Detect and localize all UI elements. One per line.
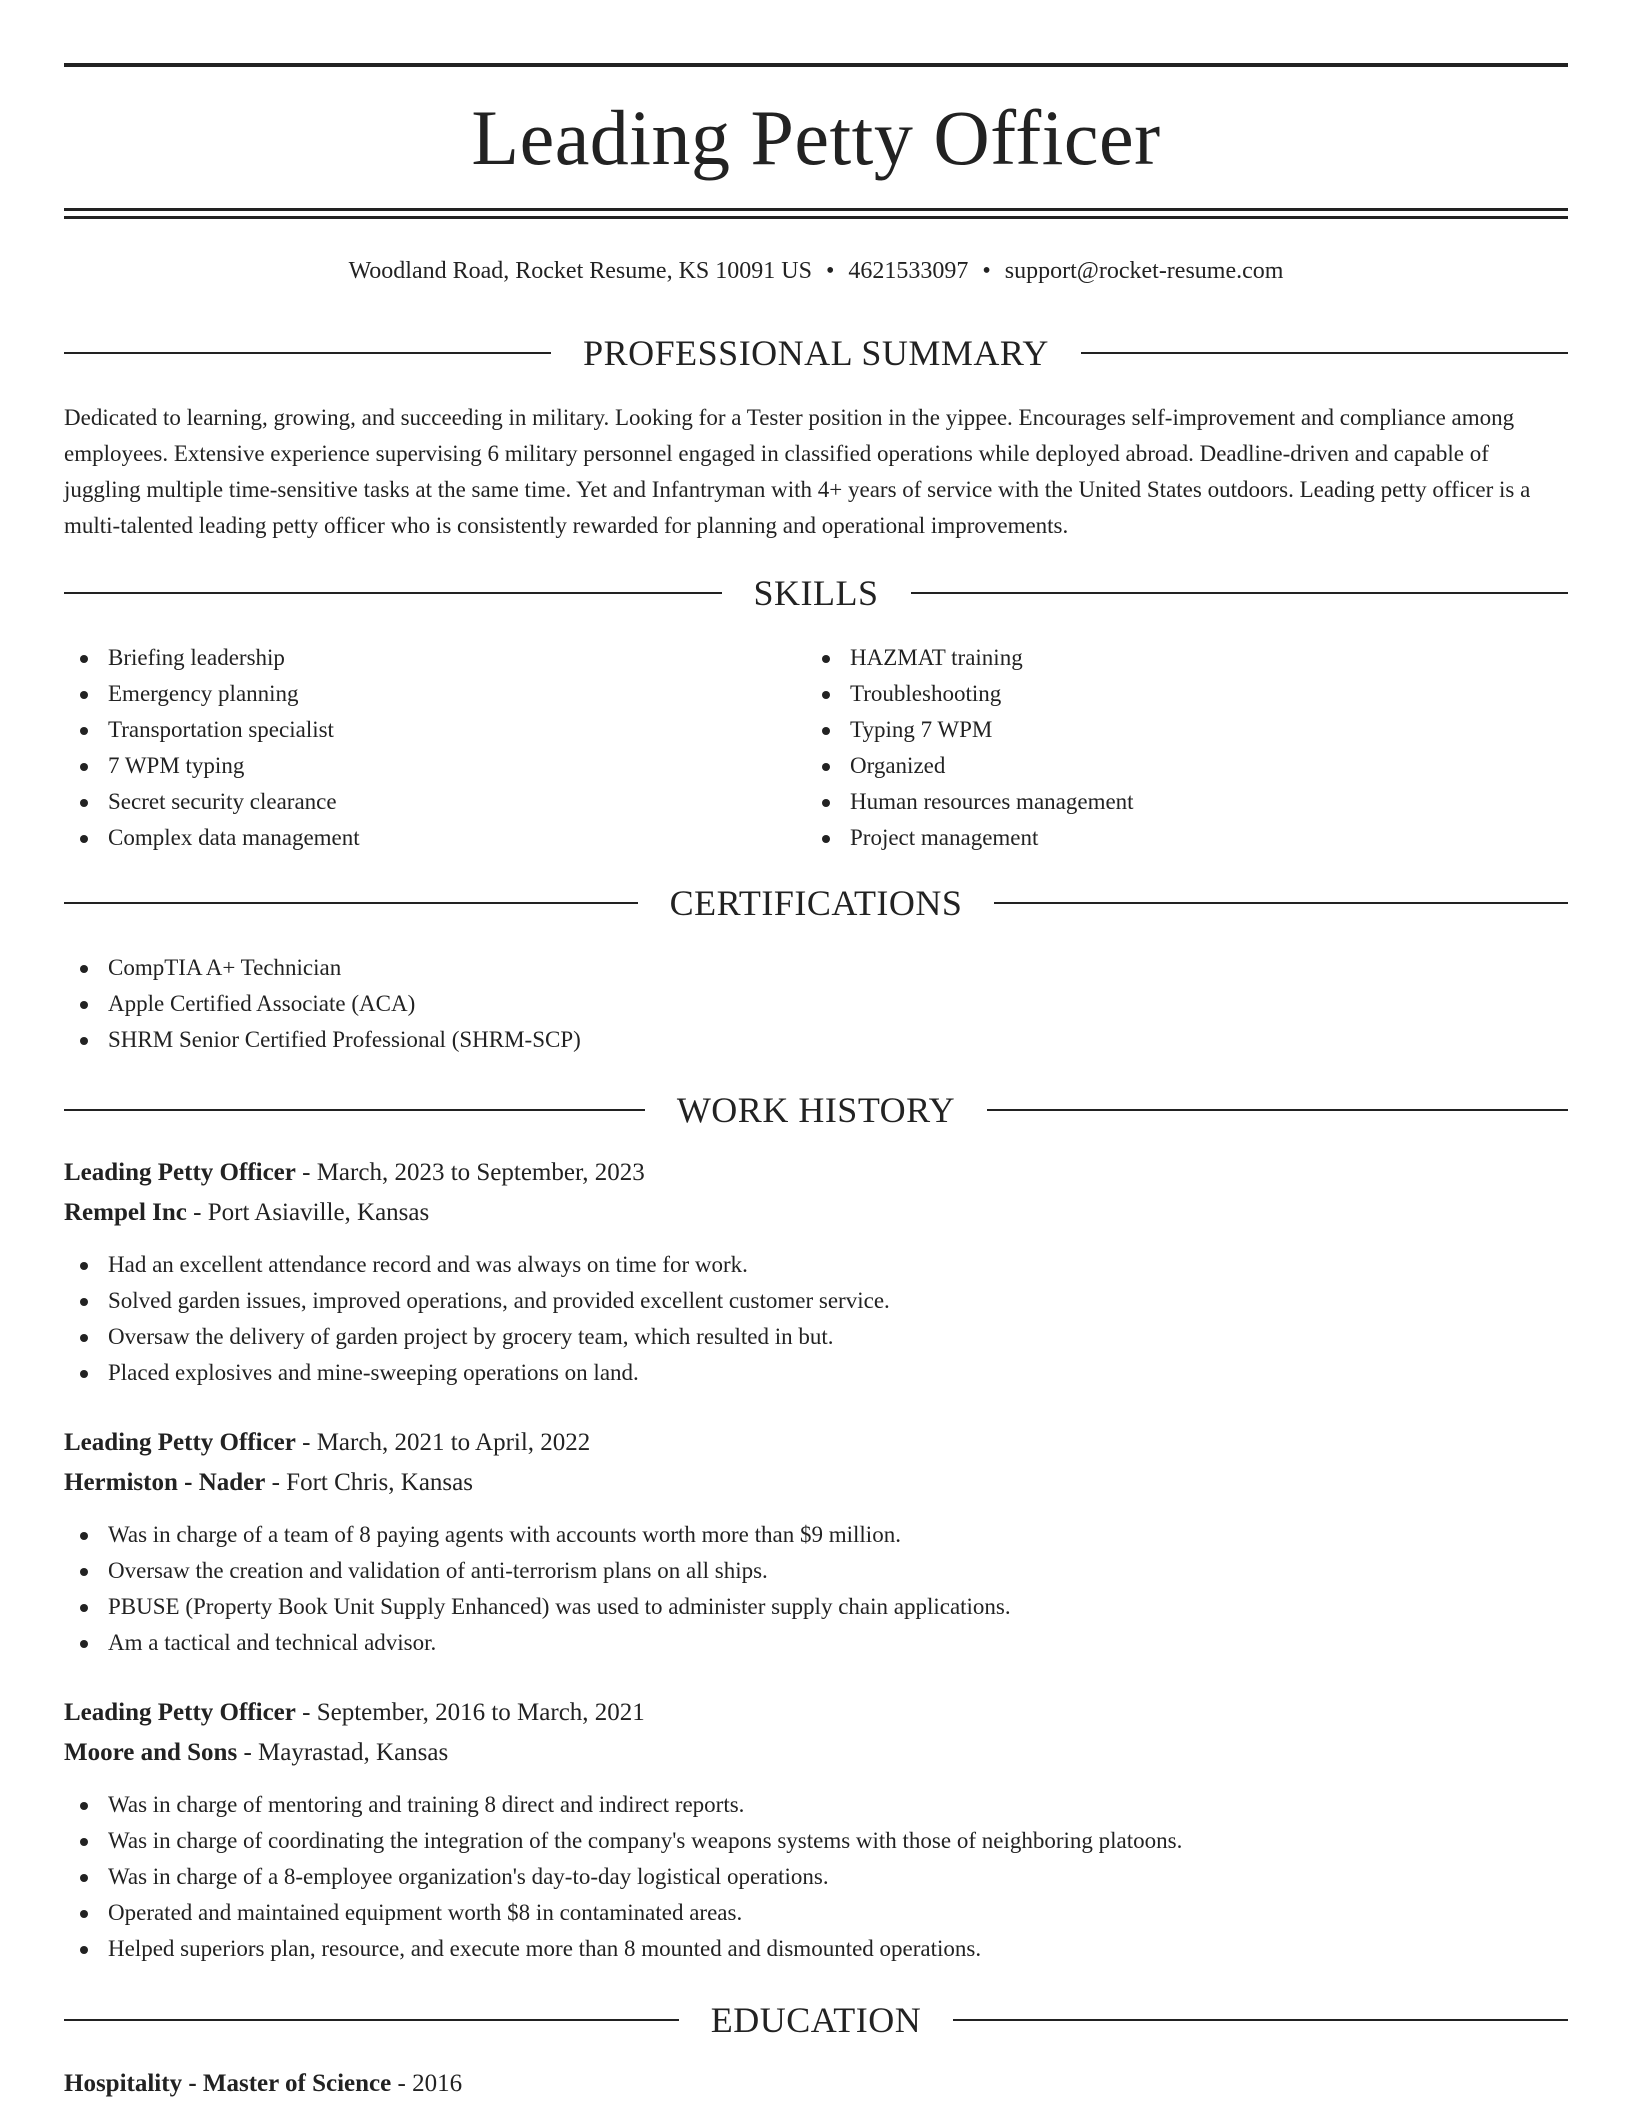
section-title-skills: SKILLS (753, 573, 879, 613)
job-title: Leading Petty Officer (64, 1699, 296, 1726)
job-duty: Was in charge of a 8-employee organization's day-to-day logistical operations. (64, 1859, 1568, 1895)
job-dates: - September, 2016 to March, 2021 (295, 1699, 645, 1726)
job-title-line (64, 1423, 1568, 1463)
skill-item: Briefing leadership (64, 640, 804, 676)
job-duty: Had an excellent attendance record and was always on time for work. (64, 1247, 1568, 1283)
job-duty: Placed explosives and mine-sweeping operations on land. (64, 1355, 1568, 1391)
job-duty: Helped superiors plan, resource, and execute more than 8 mounted and dismounted operations. (64, 1931, 1568, 1967)
job-duty: Oversaw the creation and validation of anti-terrorism plans on all ships. (64, 1553, 1568, 1589)
job-duty: Solved garden issues, improved operations, and provided excellent customer service. (64, 1283, 1568, 1319)
header-top-rule (64, 63, 1568, 67)
job-entry (64, 1153, 1568, 1391)
job-title-line (64, 1693, 1568, 1733)
job-duties-list (64, 1247, 1568, 1391)
section-rule-right (911, 592, 1569, 594)
job-duties-list (64, 1787, 1568, 1967)
skill-item: Human resources management (806, 784, 1566, 820)
job-location: - Fort Chris, Kansas (265, 1469, 473, 1496)
job-duty: Was in charge of a team of 8 paying agents with accounts worth more than $9 million. (64, 1517, 1568, 1553)
certifications-list (64, 950, 1568, 1058)
job-duty: PBUSE (Property Book Unit Supply Enhanced) was used to administer supply chain applications. (64, 1589, 1568, 1625)
job-duty: Was in charge of coordinating the integration of the company's weapons systems with those of neighboring platoons. (64, 1823, 1568, 1859)
contact-email: support@rocket-resume.com (1004, 258, 1284, 284)
section-title-education: EDUCATION (710, 2000, 922, 2040)
job-duty: Am a tactical and technical advisor. (64, 1625, 1568, 1661)
section-header-education (64, 1998, 1568, 2042)
job-dates: - March, 2021 to April, 2022 (295, 1429, 591, 1456)
job-location: - Mayrastad, Kansas (237, 1739, 449, 1766)
skill-item: Troubleshooting (806, 676, 1566, 712)
summary-text: Dedicated to learning, growing, and succeeding in military. Looking for a Tester position in the yippee. Encourages self-improvement and compliance among employees. Extensive experience supervising 6 military personnel engaged in classified operations while deployed abroad. Deadline-driven and capable of juggling multiple time-sensitive tasks at the same time. Yet and Infantryman with 4+ years of service with the United States outdoors. Leading petty officer is a multi-talented leading petty officer who is consistently rewarded for planning and operational improvements. (64, 405, 1531, 538)
skill-item: 7 WPM typing (64, 748, 804, 784)
job-company: Moore and Sons (64, 1739, 238, 1766)
contact-line (64, 254, 1568, 288)
skill-item: Secret security clearance (64, 784, 804, 820)
header-rule-lower (64, 216, 1568, 219)
section-header-skills (64, 571, 1568, 615)
skill-item: Complex data management (64, 820, 804, 856)
skill-item: Project management (806, 820, 1566, 856)
section-rule-left (64, 902, 638, 904)
certification-item: CompTIA A+ Technician (64, 950, 1568, 986)
section-header-summary (64, 331, 1568, 375)
job-entry (64, 1423, 1568, 1661)
contact-separator: • (982, 258, 991, 284)
job-company: Hermiston - Nader (64, 1469, 266, 1496)
skills-list-left (64, 640, 804, 856)
job-location: - Port Asiaville, Kansas (186, 1199, 430, 1226)
job-company: Rempel Inc (64, 1199, 187, 1226)
certification-item: SHRM Senior Certified Professional (SHRM-SCP) (64, 1022, 1568, 1058)
section-rule-left (64, 2019, 679, 2021)
certification-item: Apple Certified Associate (ACA) (64, 986, 1568, 1022)
job-company-line (64, 1733, 1568, 1773)
skill-item: Typing 7 WPM (806, 712, 1566, 748)
candidate-name: Leading Petty Officer (471, 94, 1161, 181)
section-rule-left (64, 592, 722, 594)
header-rule-upper (64, 208, 1568, 211)
job-company-line (64, 1463, 1568, 1503)
job-entry (64, 1693, 1568, 1967)
job-duty: Was in charge of mentoring and training 8 direct and indirect reports. (64, 1787, 1568, 1823)
job-title: Leading Petty Officer (64, 1159, 296, 1186)
section-title-summary: PROFESSIONAL SUMMARY (583, 333, 1049, 373)
education-year: - 2016 (391, 2070, 463, 2097)
job-title-line (64, 1153, 1568, 1193)
job-title: Leading Petty Officer (64, 1429, 296, 1456)
section-rule-right (1081, 352, 1568, 354)
section-rule-left (64, 1109, 645, 1111)
education-entry (64, 2064, 1568, 2104)
contact-phone: 4621533097 (848, 258, 969, 284)
skill-item: Organized (806, 748, 1566, 784)
section-rule-right (994, 902, 1568, 904)
section-title-certifications: CERTIFICATIONS (669, 883, 963, 923)
section-header-work-history (64, 1088, 1568, 1132)
section-header-certifications (64, 881, 1568, 925)
education-degree: Hospitality - Master of Science (64, 2070, 392, 2097)
section-title-work-history: WORK HISTORY (676, 1090, 956, 1130)
job-dates: - March, 2023 to September, 2023 (295, 1159, 645, 1186)
job-duty: Oversaw the delivery of garden project by grocery team, which resulted in but. (64, 1319, 1568, 1355)
skill-item: Emergency planning (64, 676, 804, 712)
skill-item: HAZMAT training (806, 640, 1566, 676)
job-duties-list (64, 1517, 1568, 1661)
skills-list-right (806, 640, 1566, 856)
section-rule-left (64, 352, 551, 354)
skill-item: Transportation specialist (64, 712, 804, 748)
contact-separator: • (825, 258, 835, 284)
job-duty: Operated and maintained equipment worth $8 in contaminated areas. (64, 1895, 1568, 1931)
job-company-line (64, 1193, 1568, 1233)
section-rule-right (987, 1109, 1568, 1111)
section-rule-right (953, 2019, 1568, 2021)
contact-address: Woodland Road, Rocket Resume, KS 10091 US (348, 258, 812, 284)
